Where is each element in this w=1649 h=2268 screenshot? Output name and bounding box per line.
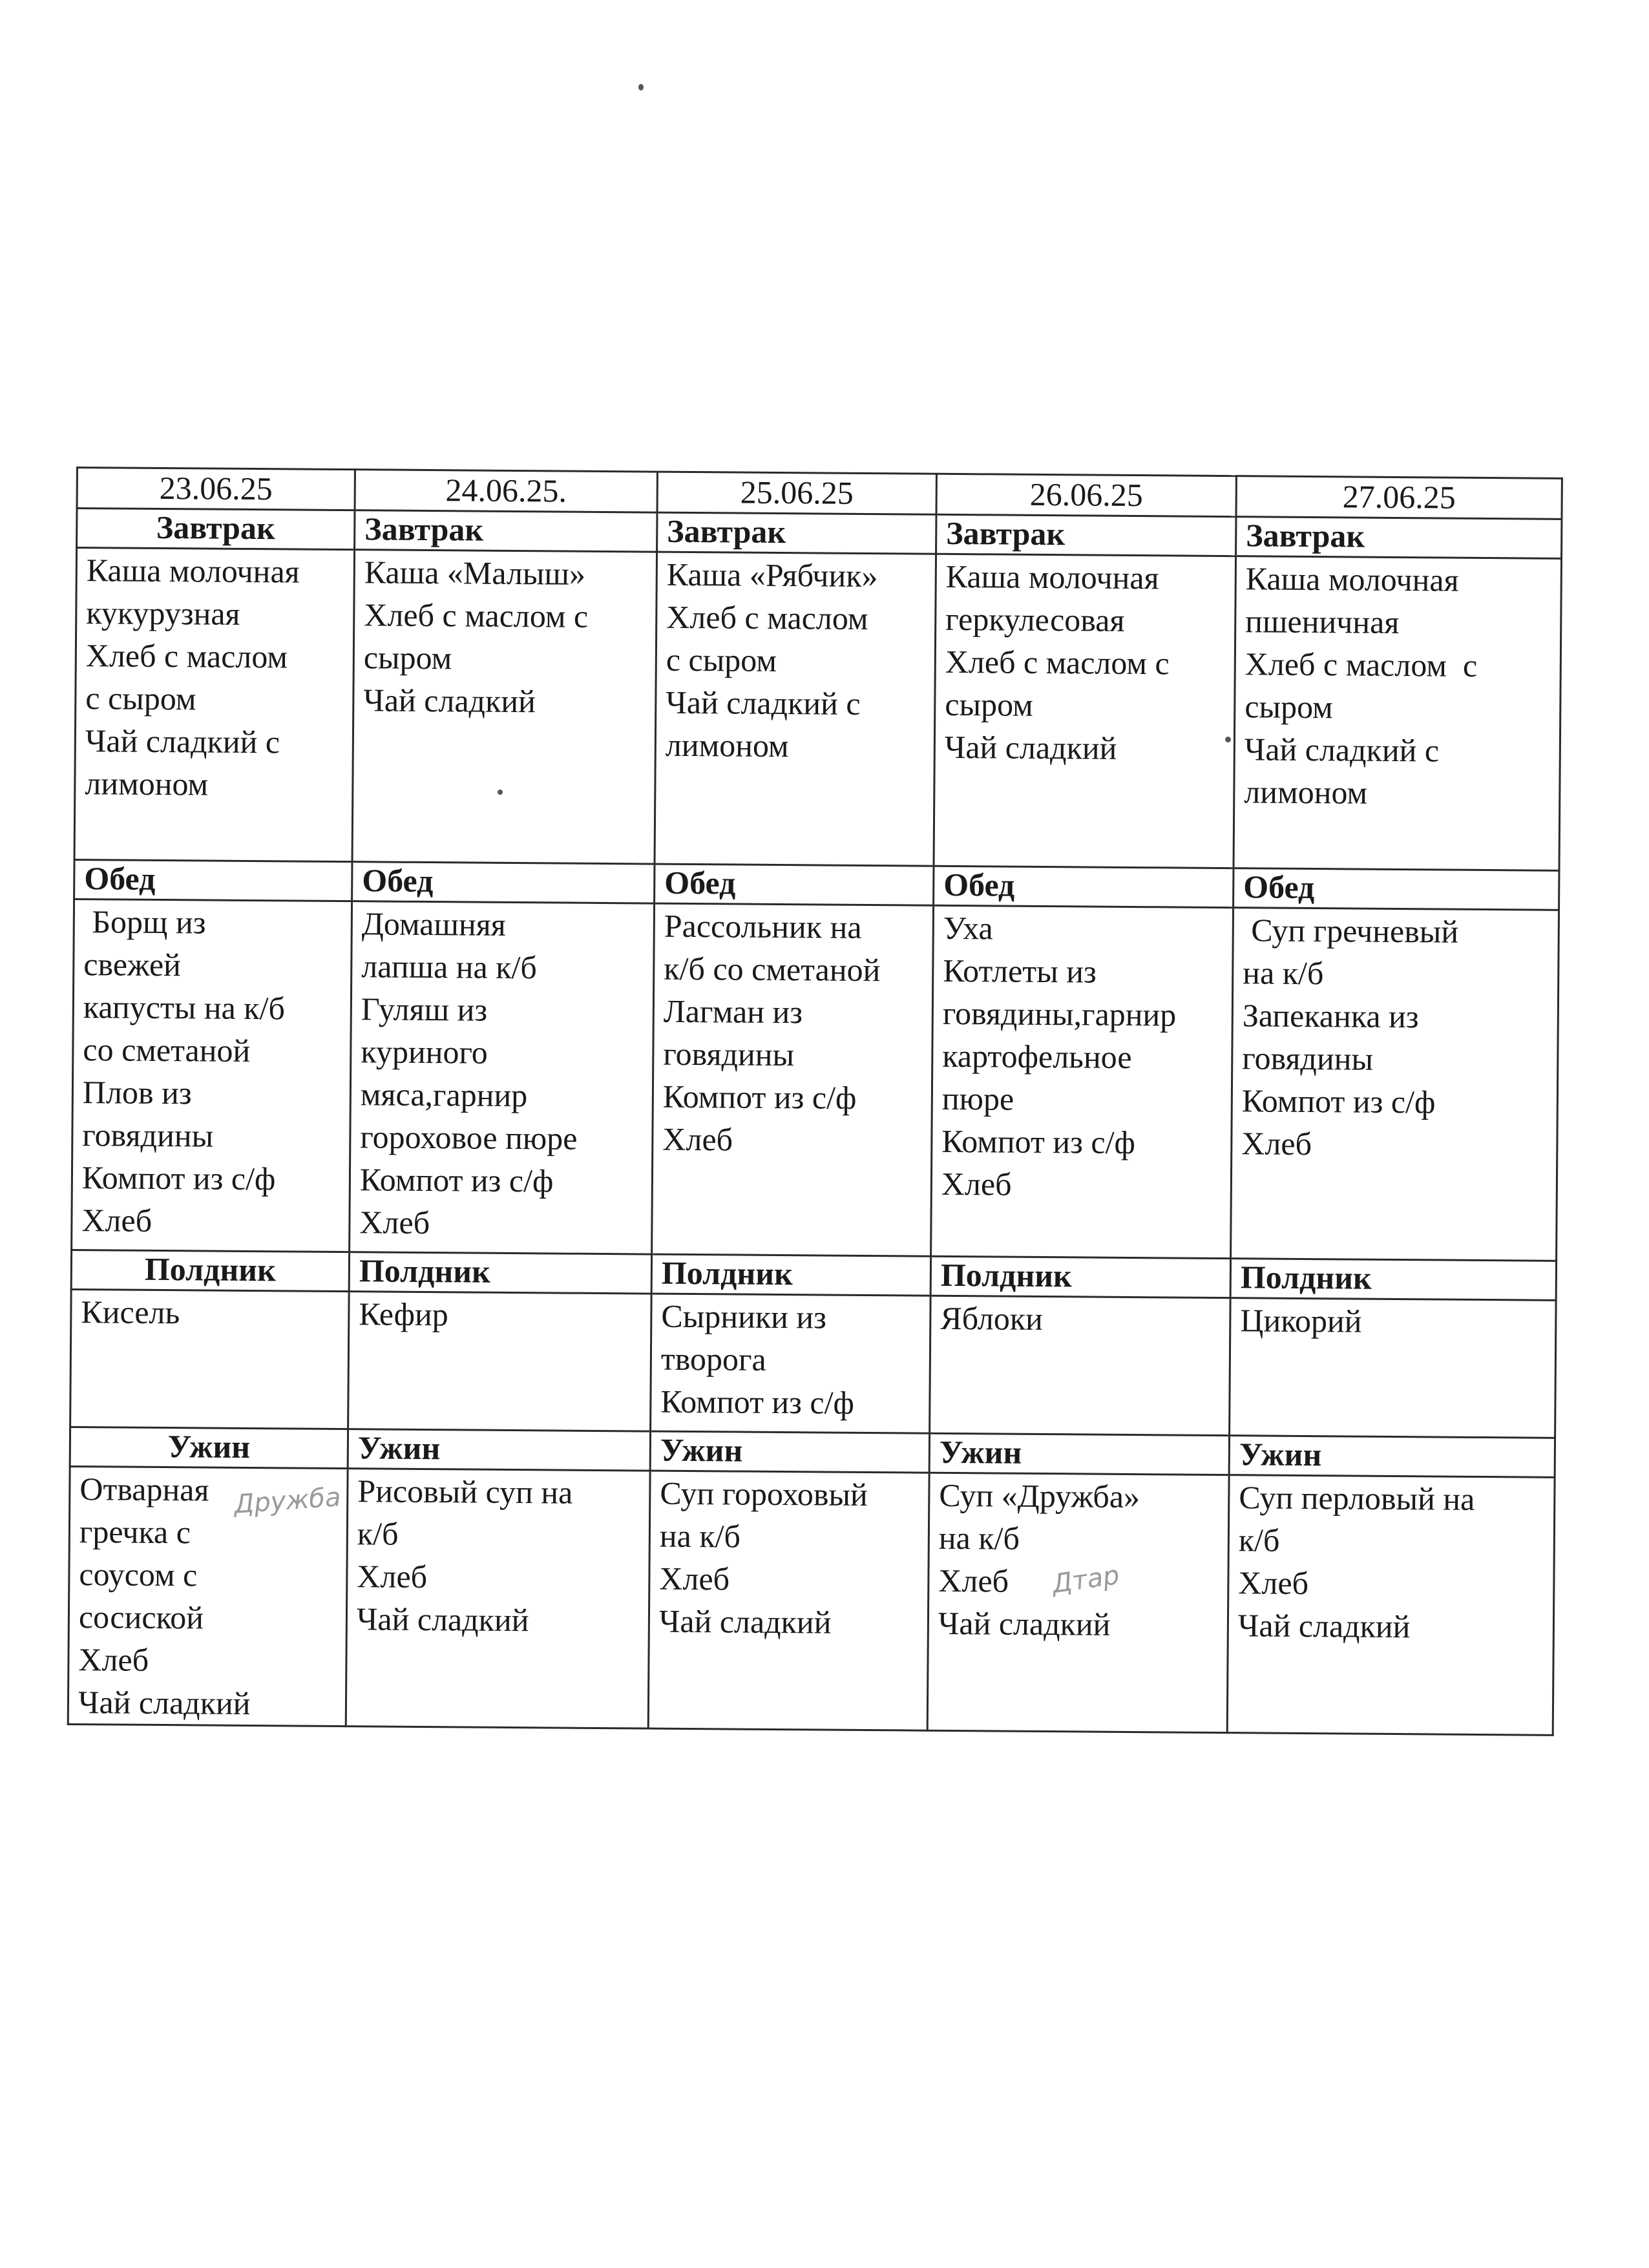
dish-line: Чай сладкий [363, 682, 536, 720]
meal-label: Завтрак [355, 510, 657, 552]
meal-label: Завтрак [657, 512, 936, 554]
menu-table [67, 467, 1563, 1736]
menu-cell [350, 901, 655, 1254]
dish-line: Кефир [359, 1296, 449, 1333]
dish-line: Компот из с/ф [359, 1161, 554, 1199]
menu-cell [934, 554, 1236, 868]
dish-line: Суп гороховый [660, 1475, 868, 1513]
dish-line: Суп «Дружба» [939, 1476, 1140, 1515]
dish-line: Яблоки [940, 1299, 1044, 1338]
dish-line: гороховое пюре [360, 1118, 578, 1157]
meal-label: Обед [934, 866, 1234, 907]
dish-line: говядины [82, 1117, 214, 1154]
dish-line: Гуляш из [361, 991, 488, 1028]
dish-line: говядины [1242, 1040, 1374, 1077]
dish-line: Каша «Рябчик» [666, 556, 878, 594]
menu-cell [1227, 1475, 1555, 1736]
dish-line: Борщ из [83, 903, 206, 941]
meal-label: Обед [655, 864, 934, 905]
dish-line: лимоном [665, 726, 789, 764]
dish-line: Уха [943, 909, 993, 947]
scan-speck [498, 790, 503, 795]
dish-line: Чай сладкий с [85, 722, 280, 761]
dish-line: Лагман из [663, 992, 803, 1031]
dish-line: к/б [1238, 1522, 1280, 1559]
dish-line: Компот из с/ф [660, 1383, 855, 1421]
meal-label: Обед [74, 859, 352, 901]
dish-line: Каша молочная [945, 558, 1159, 596]
date-cell: 25.06.25 [657, 472, 936, 514]
meal-label: Завтрак [1236, 517, 1562, 559]
dish-line: Хлеб с маслом с [945, 643, 1170, 682]
dish-line: Каша молочная [86, 552, 300, 590]
dish-line: сыром [363, 639, 452, 677]
scan-speck [638, 84, 644, 90]
dish-line: Сырники из [661, 1297, 827, 1336]
meal-label: Обед [352, 862, 655, 903]
menu-cell [346, 1469, 650, 1728]
menu-cell [927, 1473, 1229, 1732]
dish-line: куриного [361, 1033, 488, 1071]
dish-line: лапша на к/б [361, 948, 538, 986]
dish-line: геркулесовая [945, 600, 1125, 638]
dish-line: Хлеб с маслом с [1245, 646, 1478, 684]
meal-label: Завтрак [77, 509, 355, 550]
menu-cell [1231, 908, 1559, 1261]
meal-label: Полдник [1230, 1259, 1556, 1301]
dish-line: Хлеб [81, 1202, 152, 1239]
dish-line: Рисовый суп на [357, 1473, 573, 1511]
dish-line: Хлеб [662, 1120, 733, 1158]
dish-line: со сметаной [83, 1031, 251, 1069]
meal-label: Полдник [930, 1256, 1230, 1297]
dish-line: с сыром [85, 680, 196, 717]
dish-line: Отварная [79, 1471, 209, 1508]
dish-line: Суп перловый на [1239, 1479, 1475, 1517]
menu-cell [652, 903, 934, 1256]
dish-line: Запеканка из [1242, 997, 1419, 1035]
dish-line: сосиской [78, 1599, 204, 1636]
menu-cell [651, 1294, 931, 1433]
scan-speck [1225, 737, 1231, 742]
dish-line: Плов из [82, 1074, 192, 1111]
dish-line: Хлеб [1241, 1125, 1312, 1162]
menu-cell [1234, 556, 1562, 871]
menu-cell [1230, 1298, 1557, 1438]
meal-label: Ужин [70, 1427, 348, 1468]
dish-line: Суп гречневый [1243, 912, 1459, 950]
dish-line: Хлеб с маслом [666, 598, 868, 636]
menu-cell [72, 899, 352, 1252]
dish-line: Рассольник на [664, 907, 862, 945]
dish-line: говядины [663, 1035, 795, 1073]
dish-line: пюре [941, 1080, 1014, 1117]
dish-line: Хлеб [78, 1641, 149, 1678]
dish-line: Чай сладкий [356, 1601, 529, 1639]
dish-line: свежей [83, 946, 182, 983]
dish-line: Компот из с/ф [1241, 1082, 1436, 1120]
dish-line: Цикорий [1240, 1302, 1362, 1339]
menu-cell [655, 552, 936, 866]
dish-line: с сыром [666, 641, 777, 678]
meal-content-row [72, 899, 1559, 1261]
dish-line: Чай сладкий [1237, 1607, 1411, 1645]
menu-cell [648, 1471, 929, 1730]
menu-cell [930, 1296, 1231, 1435]
dish-line: Чай сладкий [658, 1602, 832, 1641]
dish-line: Хлеб [359, 1204, 430, 1241]
meal-label: Ужин [650, 1431, 929, 1473]
meal-label: Завтрак [936, 514, 1236, 556]
dish-line: Компот из с/ф [81, 1159, 276, 1197]
dish-line: Хлеб [659, 1560, 730, 1597]
dish-line: мяса,гарнир [360, 1076, 528, 1114]
handwritten-note: Дружба [233, 1482, 342, 1520]
dish-line: Компот из с/ф [662, 1078, 857, 1116]
dish-line: лимоном [1244, 773, 1368, 811]
dish-line: лимоном [85, 765, 209, 803]
meal-label: Полдник [71, 1250, 349, 1291]
dish-line: Котлеты из [943, 952, 1097, 990]
dish-line: сыром [1245, 688, 1334, 726]
meal-label: Полдник [651, 1254, 930, 1296]
dish-line: к/б [357, 1515, 399, 1552]
dish-line: Каша «Малыш» [364, 554, 586, 592]
dish-line: к/б со сметаной [664, 950, 881, 989]
dish-line: Чай сладкий с [1244, 731, 1440, 769]
date-cell: 27.06.25 [1236, 476, 1562, 520]
dish-line: сыром [945, 686, 1034, 723]
menu-cell [352, 550, 657, 864]
handwritten-note: Дтар [1050, 1560, 1122, 1600]
dish-line: на к/б [659, 1517, 741, 1555]
dish-line: Чай сладкий [944, 728, 1117, 766]
dish-line: Хлеб [941, 1165, 1012, 1202]
meal-label: Ужин [929, 1433, 1229, 1475]
date-cell: 23.06.25 [77, 468, 355, 510]
dish-line: Хлеб с маслом с [364, 596, 589, 635]
dish-line: картофельное [942, 1037, 1132, 1075]
dish-line: Чай сладкий [78, 1684, 251, 1722]
meal-content-row [70, 1289, 1556, 1438]
meal-label: Обед [1234, 868, 1559, 910]
dish-line: пшеничная [1245, 603, 1400, 641]
menu-cell [70, 1289, 350, 1429]
dish-line: Чай сладкий [938, 1604, 1111, 1643]
dish-line: говядины,гарнир [942, 994, 1177, 1033]
meal-label: Полдник [349, 1252, 651, 1294]
dish-line: Кисель [81, 1294, 180, 1331]
menu-cell [348, 1292, 652, 1431]
date-cell: 26.06.25 [936, 474, 1236, 516]
dish-line: Хлеб [938, 1562, 1009, 1599]
meal-label: Ужин [1229, 1436, 1555, 1478]
dish-line: на к/б [1243, 954, 1324, 992]
dish-line: Хлеб [357, 1558, 428, 1595]
dish-line: гречка с [79, 1513, 191, 1551]
dish-line: Хлеб с маслом [85, 637, 288, 675]
dish-line: Домашняя [361, 905, 506, 943]
meal-content-row [74, 548, 1561, 871]
menu-cell [931, 905, 1234, 1258]
dish-line: кукурузная [86, 594, 240, 632]
dish-line: Компот из с/ф [941, 1122, 1136, 1161]
dish-line: Каша молочная [1245, 560, 1459, 598]
menu-cell [74, 548, 355, 862]
dish-line: Хлеб [1238, 1564, 1309, 1602]
date-cell: 24.06.25. [355, 470, 657, 512]
dish-line: на к/б [938, 1519, 1020, 1557]
meal-label: Ужин [348, 1429, 650, 1471]
dish-line: соусом с [79, 1556, 198, 1593]
dish-line: Чай сладкий с [666, 684, 861, 722]
dish-line: капусты на к/б [83, 989, 286, 1027]
dish-line: творога [660, 1340, 766, 1378]
